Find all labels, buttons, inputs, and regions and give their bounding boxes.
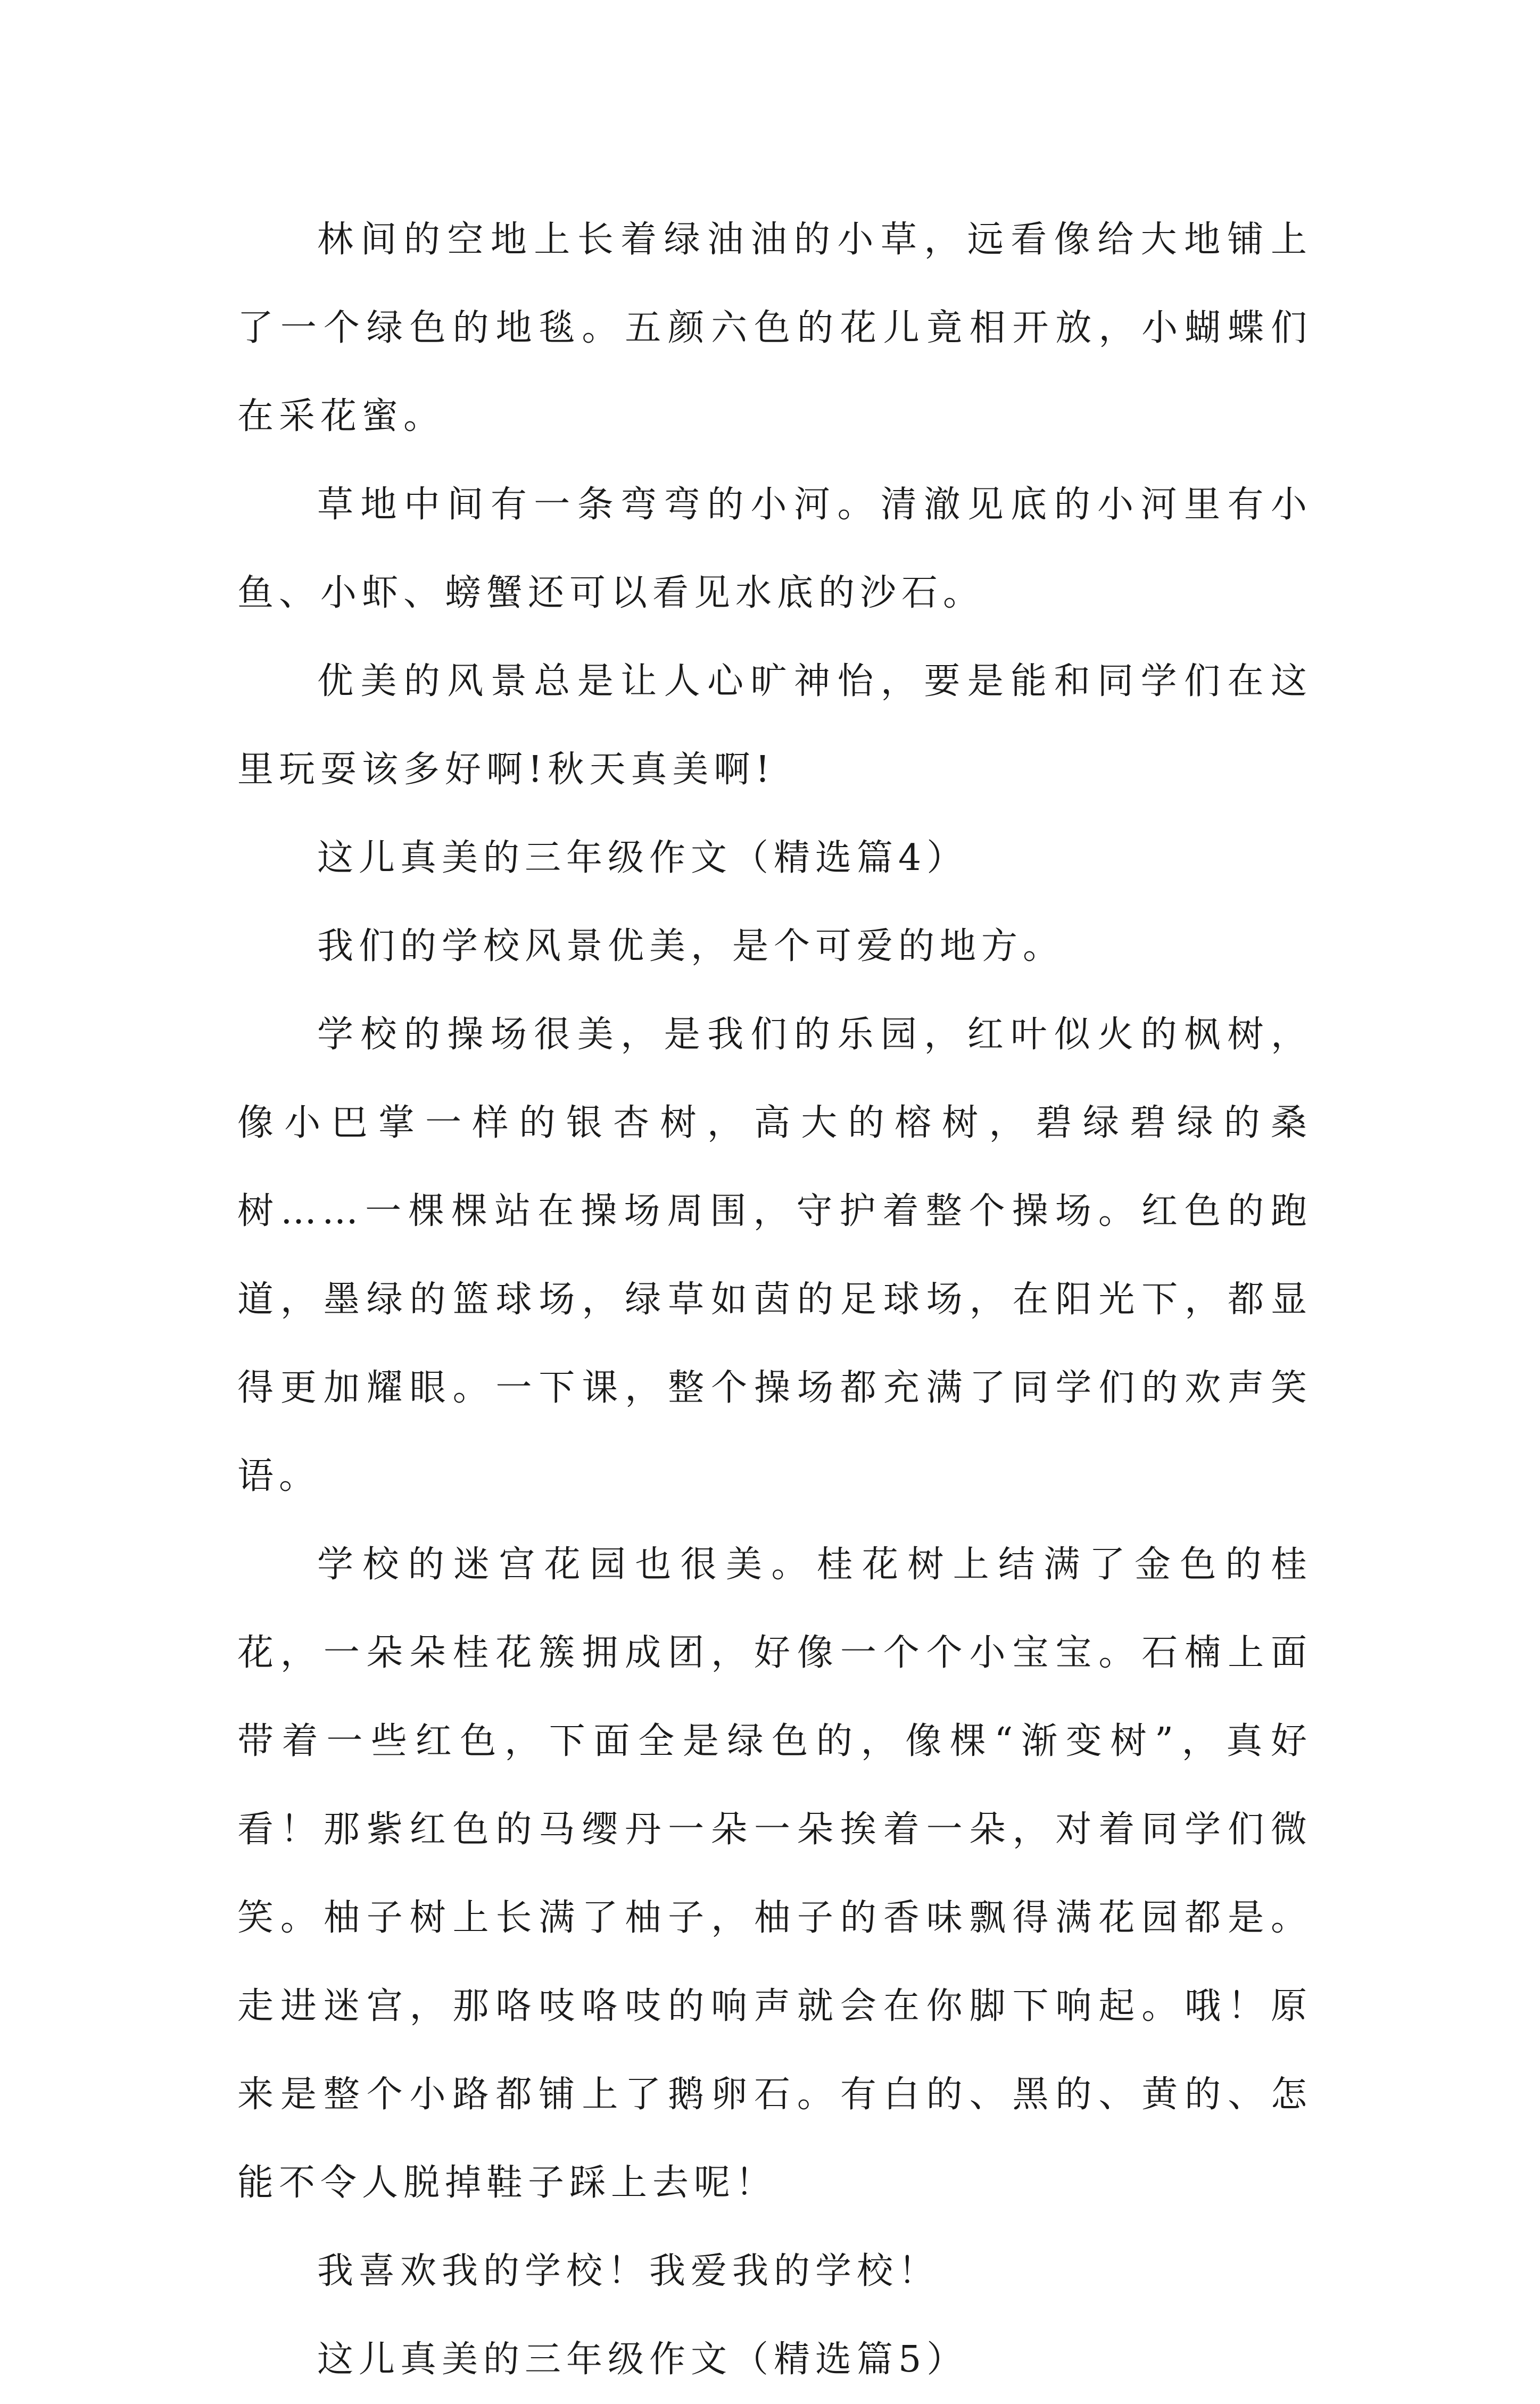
paragraph-school-intro: 我们的学校风景优美，是个可爱的地方。 [317,925,1065,967]
paragraph-meadow: 林间的空地上长着绿油油的小草，远看像给大地铺上了一个绿色的地毯。五颜六色的花儿竟相开放，小蝴蝶们在采花蜜。 [237,219,1312,437]
paragraph-scenery: 优美的风景总是让人心旷神怡，要是能和同学们在这里玩耍该多好啊!秋天真美啊! [237,660,1312,791]
section-heading-5: 这儿真美的三年级作文（精选篇5） [317,2339,968,2381]
paragraph-maze-garden: 学校的迷宫花园也很美。桂花树上结满了金色的桂花，一朵朵桂花簇拥成团，好像一个个小宝宝。石楠上面带着一些红色，下面全是绿色的，像棵“渐变树”，真好看！那紫红色的马缨丹一朵一朵挨着一朵，对着同学们微笑。柚子树上长满了柚子，柚子的香味飘得满花园都是。走进迷宫，那咯吱咯吱的响声就会在你脚下响起。哦！原来是整个小路都铺上了鹅卵石。有白的、黑的、黄的、怎能不令人脱掉鞋子踩上去呢！ [237,1544,1312,2204]
paragraph-playground: 学校的操场很美，是我们的乐园，红叶似火的枫树，像小巴掌一样的银杏树，高大的榕树，碧绿碧绿的桑树……一棵棵站在操场周围，守护着整个操场。红色的跑道，墨绿的篮球场，绿草如茵的足球场，在阳光下，都显得更加耀眼。一下课，整个操场都充满了同学们的欢声笑语。 [237,1014,1312,1497]
section-heading-4: 这儿真美的三年级作文（精选篇4） [317,837,968,879]
paragraph-river: 草地中间有一条弯弯的小河。清澈见底的小河里有小鱼、小虾、螃蟹还可以看见水底的沙石。 [237,484,1312,614]
paragraph-love-school: 我喜欢我的学校！我爱我的学校！ [317,2250,940,2292]
document-body [237,196,1312,2404]
